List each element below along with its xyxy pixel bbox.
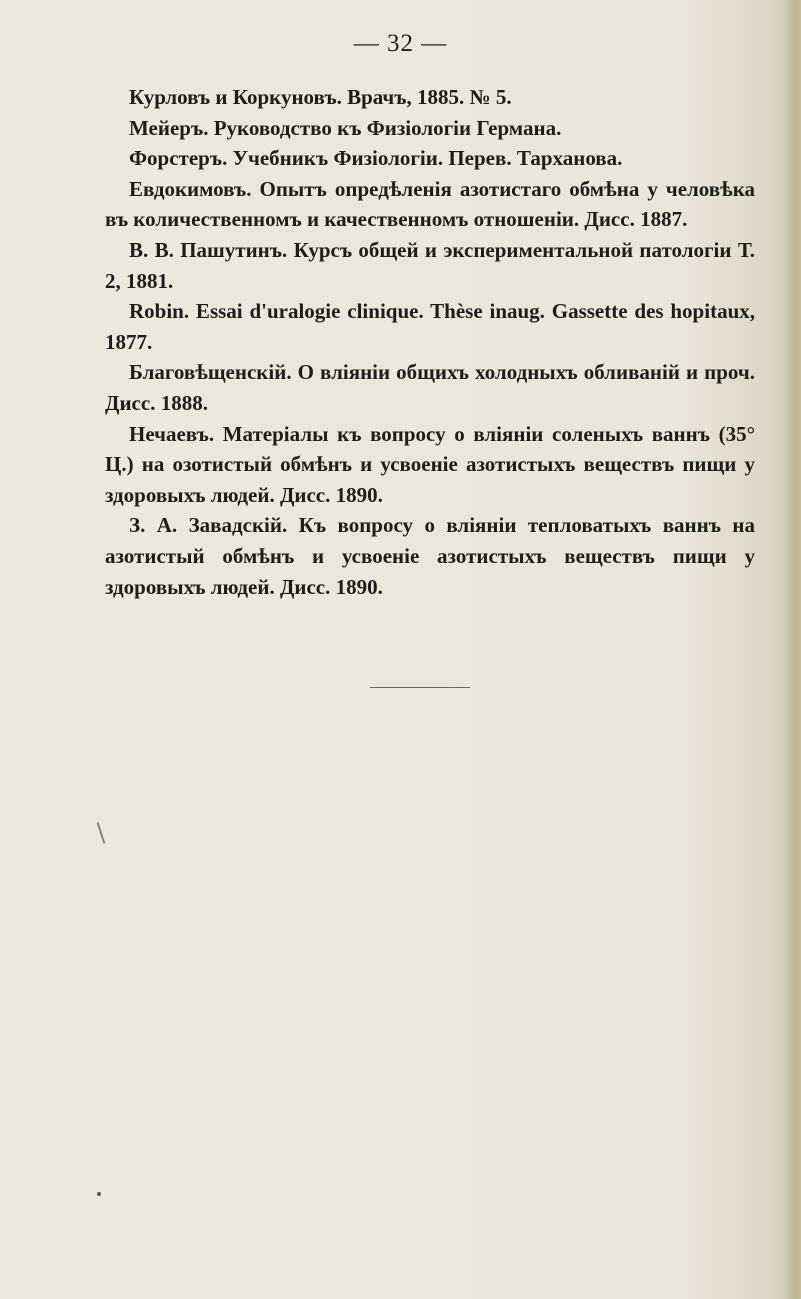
end-rule [370,687,470,688]
bibliography-list [105,82,755,602]
bibliography-entry: Мейеръ. Руководство къ Физіологіи Германа. [129,115,562,140]
page-edge-shadow [787,0,801,1299]
bibliography-entry: Форстеръ. Учебникъ Физіологіи. Перев. Тарханова. [129,146,623,171]
page-number: — 32 — [353,30,448,57]
bibliography-entry: Курловъ и Коркуновъ. Врачъ, 1885. № 5. [129,85,512,109]
bibliography-entry: Нечаевъ. Матеріалы къ вопросу о вліяніи соленыхъ ваннъ (35° Ц.) на озотистый обмѣнъ и усвоеніе азотистыхъ веществъ пищи у здоровыхъ людей. Дисс. 1890. [105,421,755,507]
bibliography-entry: Евдокимовъ. Опытъ опредѣленія азотистаго обмѣна у человѣка въ количественномъ и качественномъ отношеніи. Дисс. 1887. [105,176,755,232]
bibliography-entry: В. В. Пашутинъ. Курсъ общей и экспериментальной патологіи Т. 2, 1881. [105,237,755,293]
stray-pencil-mark [97,822,106,844]
ink-dot [97,1192,101,1196]
bibliography-entry: Robin. Essai d'uralogie clinique. Thèse inaug. Gassette des hopitaux, 1877. [105,299,755,354]
bibliography-entry: З. А. Завадскій. Къ вопросу о вліяніи тепловатыхъ ваннъ на азотистый обмѣнъ и усвоеніе азотистыхъ веществъ пищи у здоровыхъ людей. Дисс. 1890. [105,513,755,599]
bibliography-entry: Благовѣщенскій. О вліяніи общихъ холодныхъ обливаній и проч. Дисс. 1888. [105,360,755,415]
